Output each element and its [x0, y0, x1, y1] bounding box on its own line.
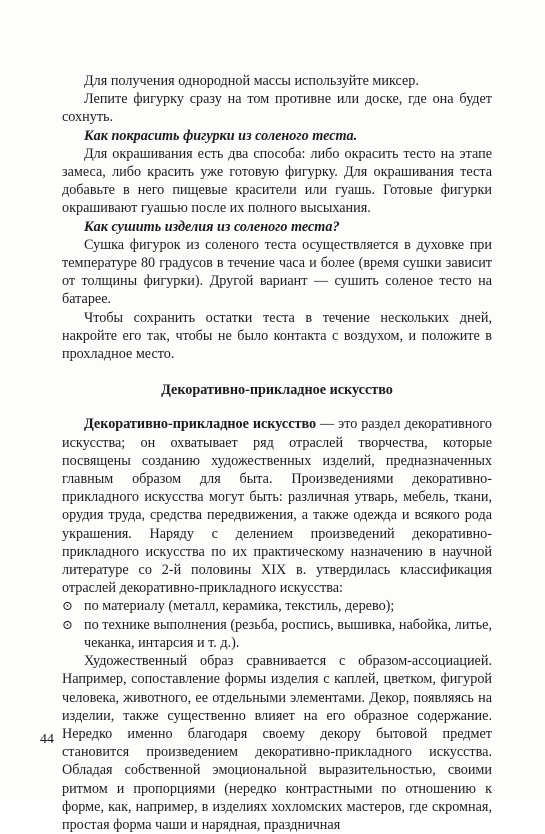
definition-paragraph: [62, 415, 492, 597]
paragraph-drying: Сушка фигурок из соленого теста осуществляется в духовке при температуре 80 градусов в течение часа и более (время сушки зависит от толщины фигурки). Другой вариант — сушить соленое тесто на батарее.: [62, 236, 492, 308]
list-item: [62, 597, 492, 615]
section-title: Декоративно-прикладное искусство: [161, 382, 393, 399]
subheading-coloring: Как покрасить фигурки из соленого теста.: [84, 127, 358, 144]
paragraph-storage: Чтобы сохранить остатки теста в течение нескольких дней, накройте его так, чтобы не было контакта с воздухом, и положите в прохладное место.: [62, 309, 492, 363]
paragraph-mixer: Для получения однородной массы используйте миксер.: [84, 73, 419, 89]
page-body: [62, 72, 492, 834]
bullet-icon: ⊙: [62, 616, 73, 632]
list-item-text: по материалу (металл, керамика, текстиль, дерево);: [84, 598, 395, 615]
definition-text: — это раздел декоративного искусства; он охватывает ряд отраслей творчества, которые посвящены созданию художественных изделий, предназначенных главным образом для быта. Произведениями декоративно-прикладного искусства могут быть: различная утварь, мебель, ткани, орудия труда, средства передвижения, а также одежда и всякого рода украшения. Наряду с делением произведений декоративно-прикладного искусства по их практическому назначению в научной литературе со 2-й половины XIX в. утвердилась классификация отраслей декоративно-прикладного искусства:: [62, 416, 492, 597]
paragraph-coloring: Для окрашивания есть два способа: либо окрасить тесто на этапе замеса, либо красить уже готовую фигурку. Для окрашивания теста добавьте в него пищевые красители или гуашь. Готовые фигурки окрашивают гуашью после их полного высыхания.: [62, 145, 492, 217]
list-item-text: по технике выполнения (резьба, роспись, вышивка, набойка, литье, чеканка, интарсия и т. д.).: [84, 616, 492, 651]
page-number: 44: [40, 732, 54, 747]
bullet-icon: ⊙: [62, 598, 73, 614]
definition-term: Декоративно-прикладное искусство: [84, 416, 317, 433]
paragraph-artistic-image: Художественный образ сравнивается с образом-ассоциацией. Например, сопоставление формы изделия с каплей, цветком, фигурой человека, животного, ее отдельными элементами. Декор, появляясь на изделии, также существенно влияет на его образное содержание. Нередко именно благодаря своему декору бытовой предмет становится произведением декоративно-прикладного искусства. Обладая собственной эмоциональной выразительностью, своими ритмом и пропорциями (нередко контрастными по отношению к форме, как, например, в изделиях хохломских мастеров, где скромная, простая форма чаши и нарядная, праздничная: [62, 653, 492, 833]
list-item: [62, 616, 492, 652]
paragraph-sculpt: Лепите фигурку сразу на том противне или доске, где она будет сохнуть.: [62, 91, 492, 126]
subheading-drying: Как сушить изделия из соленого теста?: [84, 218, 340, 235]
